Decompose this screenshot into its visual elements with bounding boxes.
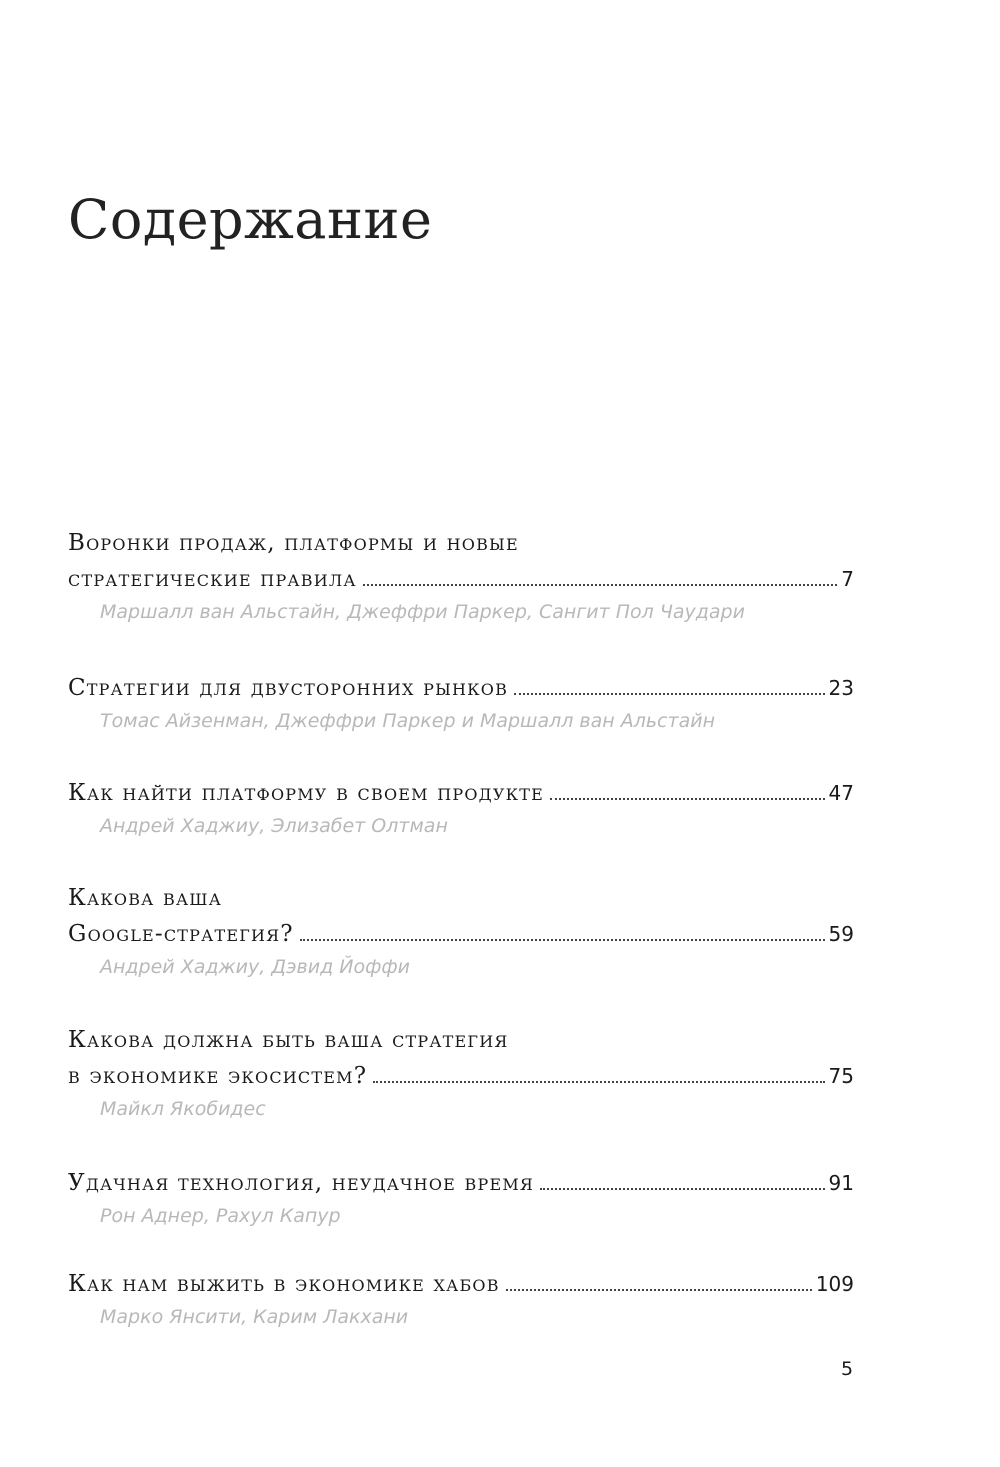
toc-entry-title-row xyxy=(68,1266,854,1302)
page-folio: 5 xyxy=(841,1358,854,1380)
toc-page-number: 59 xyxy=(828,922,854,946)
toc-page-number: 109 xyxy=(815,1272,854,1296)
toc-entry-title-row xyxy=(68,670,854,706)
toc-entry[interactable] xyxy=(68,1022,854,1124)
toc-entry-authors: Маршалл ван Альстайн, Джеффри Паркер, Сангит Пол Чаудари xyxy=(100,601,745,623)
dot-leader xyxy=(506,1289,812,1291)
toc-entry-title-row xyxy=(68,775,854,811)
dot-leader xyxy=(540,1188,825,1190)
dot-leader xyxy=(514,693,825,695)
dot-leader xyxy=(363,584,838,586)
toc-entry-authors: Андрей Хаджиу, Элизабет Олтман xyxy=(100,815,448,837)
toc-entry-title: Удачная технология, неудачное время xyxy=(68,1170,535,1196)
toc-page-number: 47 xyxy=(828,781,854,805)
toc-page-number: 91 xyxy=(828,1171,854,1195)
toc-entry-authors: Марко Янсити, Карим Лакхани xyxy=(100,1306,409,1328)
toc-entry[interactable] xyxy=(68,1266,854,1332)
toc-entry-authors: Майкл Якобидес xyxy=(100,1098,266,1120)
toc-entry-title: Воронки продаж, платформы и новые xyxy=(68,530,519,556)
toc-entry-title: стратегические правила xyxy=(68,566,357,592)
toc-entry[interactable] xyxy=(68,775,854,841)
toc-entry-title: Google-стратегия? xyxy=(68,921,294,947)
toc-entry-authors: Томас Айзенман, Джеффри Паркер и Маршалл ван Альстайн xyxy=(100,710,715,732)
toc-page-number: 7 xyxy=(841,567,854,591)
toc-entry-title: в экономике экосистем? xyxy=(68,1063,368,1089)
toc-entry-title: Как найти платформу в своем продукте xyxy=(68,780,544,806)
toc-entry-title-row xyxy=(68,1058,854,1094)
toc-entry-authors: Андрей Хаджиу, Дэвид Йоффи xyxy=(100,956,410,978)
page-title: Содержание xyxy=(68,188,433,251)
toc-entry-title: Стратегии для двусторонних рынков xyxy=(68,675,509,701)
toc-entry[interactable] xyxy=(68,880,854,982)
toc-entry-title: Как нам выжить в экономике хабов xyxy=(68,1271,500,1297)
toc-entry-authors: Рон Аднер, Рахул Капур xyxy=(100,1205,341,1227)
toc-entry-title-row xyxy=(68,1165,854,1201)
toc-entry-title: Какова ваша xyxy=(68,885,223,911)
toc-page-number: 23 xyxy=(828,676,854,700)
dot-leader xyxy=(300,939,825,941)
toc-page-number: 75 xyxy=(828,1064,854,1088)
toc-entry[interactable] xyxy=(68,1165,854,1231)
dot-leader xyxy=(550,798,825,800)
toc-entry[interactable] xyxy=(68,670,854,736)
toc-entry[interactable] xyxy=(68,525,854,627)
toc-entry-title-row xyxy=(68,916,854,952)
dot-leader xyxy=(373,1081,824,1083)
toc-entry-title: Какова должна быть ваша стратегия xyxy=(68,1027,509,1053)
toc-entry-title-row xyxy=(68,561,854,597)
